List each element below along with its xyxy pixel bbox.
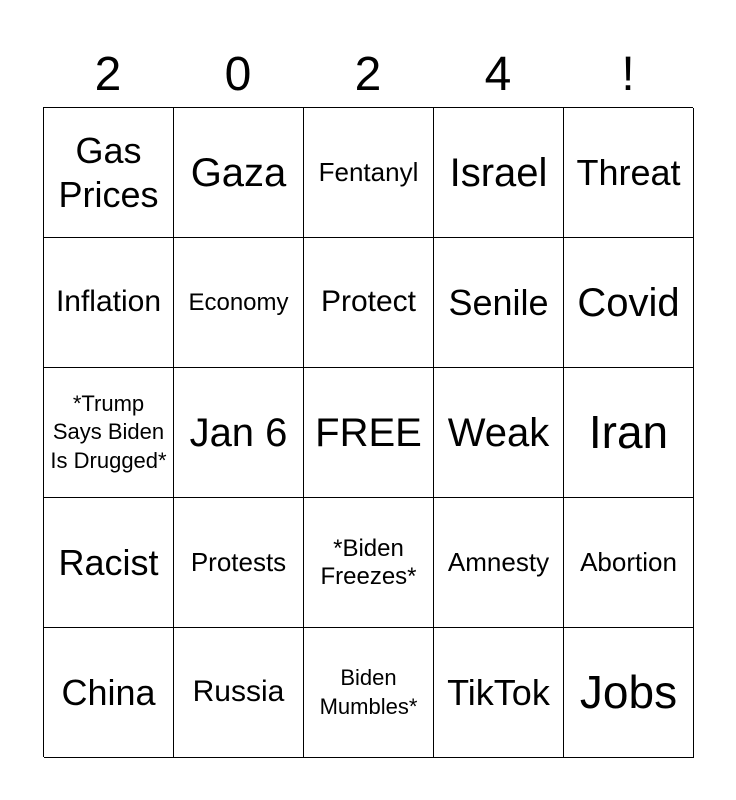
bingo-cell[interactable]: China [44, 628, 174, 758]
bingo-cell[interactable]: Covid [564, 238, 694, 368]
bingo-cell[interactable]: Jobs [564, 628, 694, 758]
bingo-cell[interactable]: Threat [564, 108, 694, 238]
header-letter: 2 [354, 48, 382, 101]
bingo-cell[interactable]: Amnesty [434, 498, 564, 628]
bingo-cell[interactable]: Israel [434, 108, 564, 238]
bingo-cell[interactable]: *Trump Says Biden Is Drugged* [44, 368, 174, 498]
bingo-cell[interactable]: Russia [174, 628, 304, 758]
bingo-cell[interactable]: Senile [434, 238, 564, 368]
bingo-cell[interactable]: Inflation [44, 238, 174, 368]
bingo-cell[interactable]: Biden Mumbles* [304, 628, 434, 758]
bingo-cell[interactable]: Racist [44, 498, 174, 628]
bingo-cell[interactable]: Weak [434, 368, 564, 498]
bingo-cell[interactable]: Fentanyl [304, 108, 434, 238]
bingo-cell[interactable]: Protect [304, 238, 434, 368]
bingo-cell[interactable]: Gas Prices [44, 108, 174, 238]
header-letter: ! [621, 48, 635, 101]
header-letter: 0 [224, 48, 252, 101]
bingo-cell[interactable]: Iran [564, 368, 694, 498]
bingo-cell[interactable]: Abortion [564, 498, 694, 628]
bingo-cell[interactable]: TikTok [434, 628, 564, 758]
header-letter: 4 [484, 48, 512, 101]
bingo-cell[interactable]: Gaza [174, 108, 304, 238]
bingo-header [43, 44, 693, 106]
header-letter: 2 [94, 48, 122, 101]
bingo-cell-free-space[interactable]: FREE [304, 368, 434, 498]
bingo-cell[interactable]: Economy [174, 238, 304, 368]
bingo-card-grid [43, 107, 693, 757]
bingo-cell[interactable]: Jan 6 [174, 368, 304, 498]
bingo-cell[interactable]: Protests [174, 498, 304, 628]
bingo-cell[interactable]: *Biden Freezes* [304, 498, 434, 628]
